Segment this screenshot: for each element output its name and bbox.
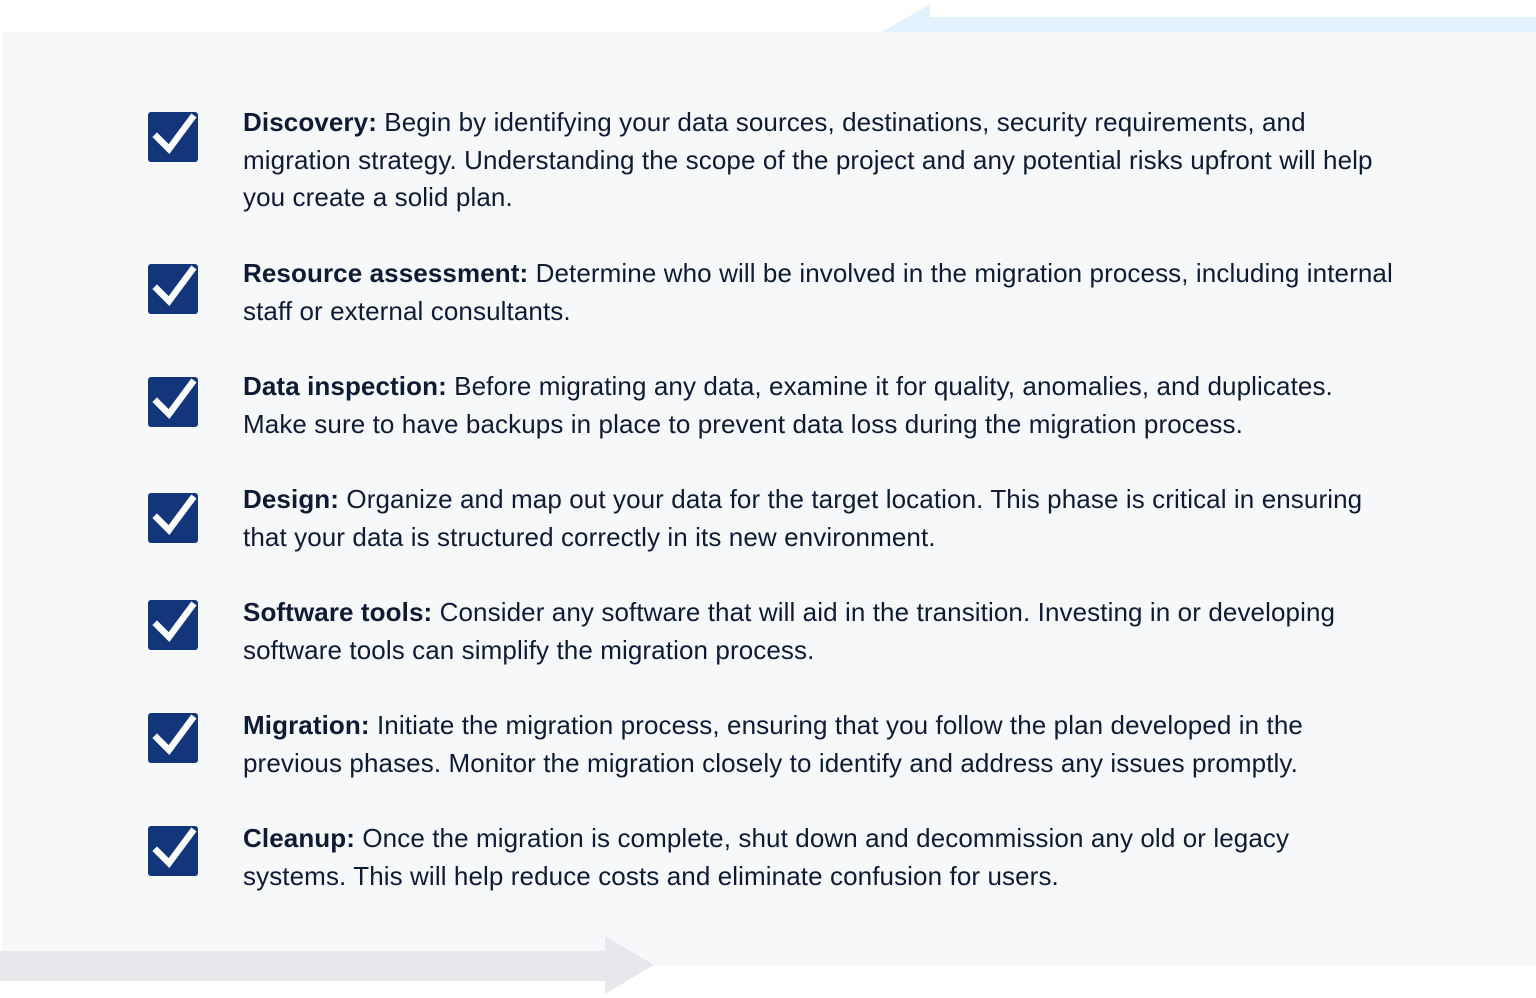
checked-checkbox-icon <box>146 598 200 652</box>
checklist-item-description: Initiate the migration process, ensuring that you follow the plan developed in the previous phases. Monitor the migration closely to identify and address any issues promptly. <box>243 710 1303 778</box>
checked-checkbox-icon <box>146 110 200 164</box>
checklist-item-text <box>243 594 1393 669</box>
checklist-item-text <box>243 104 1393 217</box>
checklist-item-text <box>243 481 1393 556</box>
checklist-item-text <box>243 368 1393 443</box>
checklist-item-label: Data inspection: <box>243 371 447 401</box>
checklist-item-text <box>243 820 1393 895</box>
checklist-item-description: Begin by identifying your data sources, destinations, security requirements, and migration strategy. Understanding the scope of the project and any potential risks upfront will help you create a solid plan. <box>243 107 1373 213</box>
checklist-item-text <box>243 707 1393 782</box>
checklist-item-text <box>243 255 1393 330</box>
checked-checkbox-icon <box>146 824 200 878</box>
checklist-item-label: Design: <box>243 484 340 514</box>
checked-checkbox-icon <box>146 375 200 429</box>
checklist-item-label: Software tools: <box>243 597 433 627</box>
checklist-item-label: Migration: <box>243 710 370 740</box>
checklist-item-label: Resource assessment: <box>243 258 529 288</box>
checklist-item-description: Before migrating any data, examine it for quality, anomalies, and duplicates. Make sure to have backups in place to prevent data loss during the migration process. <box>243 371 1333 439</box>
checklist-item-description: Determine who will be involved in the migration process, including internal staff or external consultants. <box>243 258 1393 326</box>
checked-checkbox-icon <box>146 711 200 765</box>
checklist-item-description: Once the migration is complete, shut down and decommission any old or legacy systems. This will help reduce costs and eliminate confusion for users. <box>243 823 1290 891</box>
checked-checkbox-icon <box>146 491 200 545</box>
checklist-item-description: Organize and map out your data for the target location. This phase is critical in ensuring that your data is structured correctly in its new environment. <box>243 484 1363 552</box>
checklist-item-label: Cleanup: <box>243 823 356 853</box>
checked-checkbox-icon <box>146 262 200 316</box>
checklist-item-label: Discovery: <box>243 107 377 137</box>
checklist-item-description: Consider any software that will aid in the transition. Investing in or developing software tools can simplify the migration process. <box>243 597 1336 665</box>
